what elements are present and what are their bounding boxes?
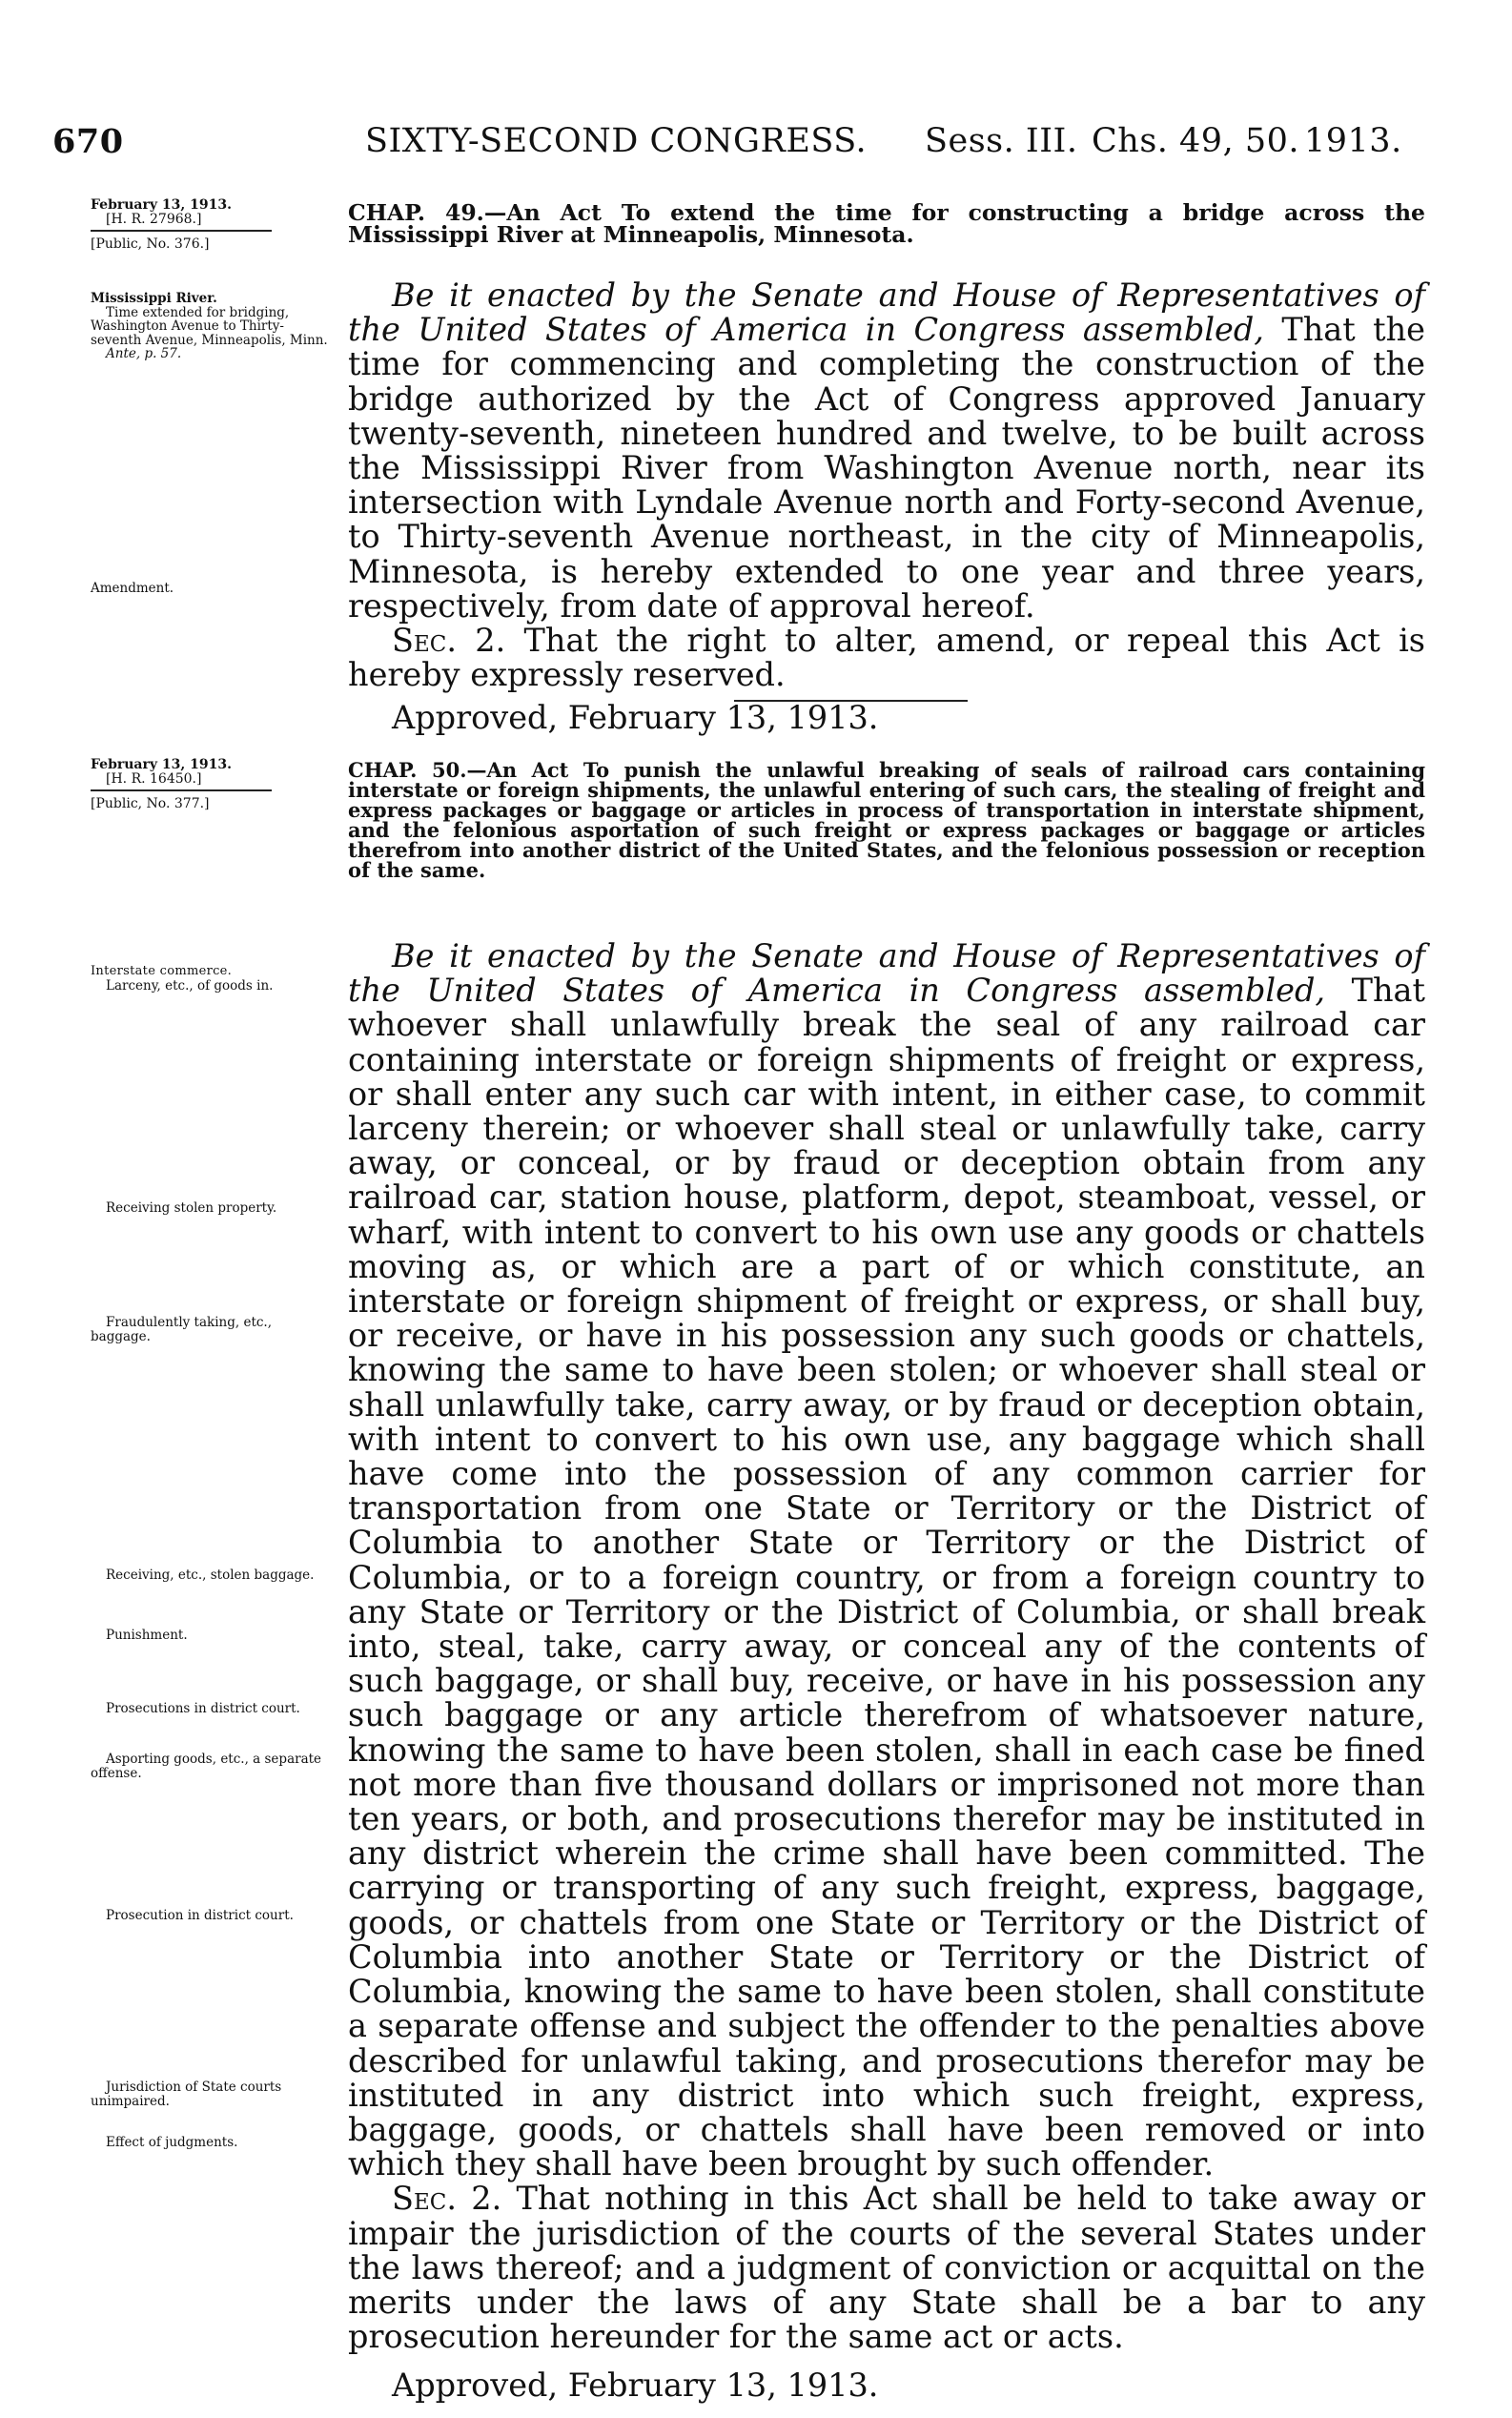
ch49-bill-number: [H. R. 27968.]: [106, 211, 202, 227]
ch50-title: —An Act To punish the unlawful breaking of seals of railroad cars containing interstate or foreign shipments, the unlawful entering of such cars, the stealing of freight and express packages or baggage or articles in process of transportation in interstate shipment, and the felonious asportation of such freight or express packages or baggage or articles therefrom into another district of the United States, and the felonious possession or reception of the same.: [348, 758, 1425, 882]
ch50-note-prosecution-block: [91, 1909, 329, 1923]
ch50-note-interstate-block: [91, 965, 329, 993]
ch49-margin-header: [91, 198, 348, 252]
ch50-chapter-number: CHAP. 50.: [348, 758, 467, 782]
ch50-approved: Approved, February 13, 1913.: [392, 2367, 879, 2405]
ch49-margin-notes: [91, 292, 334, 361]
ch49-title: —An Act To extend the time for constructing a bridge across the Mississippi River at Minneapolis, Minnesota.: [348, 199, 1425, 248]
ch50-note-receiving-block: [91, 1201, 329, 1216]
chapters-label: Chs. 49, 50.: [1092, 122, 1299, 160]
ch49-heading-text: [348, 199, 1425, 248]
ch50-section-2-text: That nothing in this Act shall be held to take away or impair the jurisdiction of the courts of the several States under the laws thereof; and a judgment of conviction or acquittal on the merits under the laws of any State shall be a bar to any prosecution hereunder for the same act or acts.: [348, 2180, 1425, 2356]
ch49-heading: [348, 199, 1425, 248]
ch50-note-interstate: Interstate commerce.: [91, 964, 233, 978]
ch50-note-judgments-block: [91, 2136, 329, 2150]
ch50-note-jurisdiction: Jurisdiction of State courts unimpaired.: [91, 2080, 282, 2109]
ch50-note-prosecution: Prosecution in district court.: [106, 1908, 294, 1923]
ch49-body: [348, 278, 1425, 736]
page-number: 670: [52, 122, 124, 161]
ch49-margin-rule: [91, 230, 272, 232]
ch49-section-2: [348, 624, 1425, 692]
ch49-margin-amendment: [91, 582, 348, 596]
ch50-note-jurisdiction-block: [91, 2080, 329, 2108]
ch50-note-judgments: Effect of judgments.: [106, 2135, 238, 2150]
ch50-note-receiving-baggage-block: [91, 1568, 329, 1583]
ch50-note-receiving-baggage: Receiving, etc., stolen baggage.: [106, 1568, 315, 1583]
ch50-section-2-label: Sec. 2.: [392, 2180, 502, 2218]
ch50-bill-number: [H. R. 16450.]: [106, 770, 202, 787]
ch50-note-fraud: Fraudulently taking, etc., baggage.: [91, 1315, 273, 1344]
ch50-note-asporting-block: [91, 1752, 329, 1780]
ch50-margin-header: [91, 758, 348, 811]
ch50-heading: [348, 760, 1425, 880]
ch49-note-ante: Ante, p. 57.: [106, 346, 182, 361]
ch49-note-time-extended: Time extended for bridging, Washington Avenue to Thirty-seventh Avenue, Minneapolis, Minn.: [91, 304, 328, 348]
ch49-section-1: [348, 278, 1425, 624]
ch49-enacting-clause: Be it enacted by the Senate and House of Representatives of the United States of America in Congress assembled,: [348, 277, 1425, 349]
ch50-note-fraud-block: [91, 1316, 329, 1343]
ch49-chapter-number: CHAP. 49.: [348, 199, 484, 226]
ch49-approved: Approved, February 13, 1913.: [392, 699, 879, 737]
chapter-divider: [734, 700, 968, 702]
ch50-section-1-text: That whoever shall unlawfully break the seal of any railroad car containing interstate or foreign shipments of freight or express, or shall enter any such car with intent, in either case, to commit larceny therein; or whoever shall steal or unlawfully take, carry away, or conceal, or by fraud or deception obtain from any railroad car, station house, platform, depot, steamboat, vessel, or wharf, with intent to convert to his own use any goods or chattels moving as, or which are a part of or which constitute, an interstate or foreign shipment of freight or express, or shall buy, or receive, or have in his possession any such goods or chattels, knowing the same to have been stolen; or whoever shall steal or shall unlawfully take, carry away, or by fraud or deception obtain, with intent to convert to his own use, any baggage which shall have come into the possession of any common carrier for transportation from one State or Territory or the District of Columbia to another State or Territory or the District of Columbia, or to a foreign country, or from a foreign country to any State or Territory or the District of Columbia, or shall break into, steal, take, carry away, or conceal any of the contents of such baggage, or shall buy, receive, or have in his possession any such baggage or any article therefrom of whatsoever nature, knowing the same to have been stolen, shall in each case be fined not more than five thousand dollars or imprisoned not more than ten years, or both, and prosecutions therefor may be instituted in any district wherein the crime shall have been committed. The carrying or transporting of any such freight, express, baggage, goods, or chattels from one State or Territory or the District of Columbia into another State or Territory or the District of Columbia, knowing the same to have been stolen, shall constitute a separate offense and subject the offender to the penalties above described for unlawful taking, and prosecutions therefor may be instituted in any district into which such freight, express, baggage, goods, or chattels shall have been removed or into which they shall have been brought by such offender.: [348, 972, 1425, 2183]
ch50-note-receiving: Receiving stolen property.: [106, 1200, 277, 1216]
ch50-body: [348, 939, 1425, 2404]
ch50-note-punishment: Punishment.: [106, 1628, 188, 1643]
ch49-section-1-text: That the time for commencing and completing the construction of the bridge authorized by the Act of Congress approved January twenty-seventh, nineteen hundred and twelve, to be built across the Mississippi River from Washington Avenue north, near its intersection with Lyndale Avenue north and Forty-second Avenue, to Thirty-seventh Avenue northeast, in the city of Minneapolis, Minnesota, is hereby extended to one year and three years, respectively, from date of approval hereof.: [348, 311, 1425, 625]
ch50-heading-text: [348, 760, 1425, 880]
ch50-note-prosecutions: Prosecutions in district court.: [106, 1701, 300, 1716]
year-label: 1913.: [1304, 122, 1402, 160]
ch50-date: February 13, 1913.: [91, 757, 232, 772]
ch49-section-2-label: Sec. 2.: [392, 622, 506, 660]
ch50-note-punishment-block: [91, 1629, 329, 1643]
ch49-public-number: [Public, No. 376.]: [91, 236, 210, 252]
ch50-section-2: [348, 2182, 1425, 2354]
session-label: Sess. III.: [925, 122, 1078, 160]
running-head: [52, 122, 1425, 170]
ch50-margin-rule: [91, 789, 272, 791]
ch49-date: February 13, 1913.: [91, 197, 232, 213]
running-title: SIXTY-SECOND CONGRESS.: [365, 122, 868, 160]
ch50-public-number: [Public, No. 377.]: [91, 796, 210, 811]
ch50-note-prosecutions-block: [91, 1702, 329, 1716]
ch50-section-1: [348, 939, 1425, 2182]
ch50-note-asporting: Asporting goods, etc., a separate offense.: [91, 1752, 322, 1781]
ch50-note-larceny: Larceny, etc., of goods in.: [106, 977, 274, 994]
ch49-note-mississippi: Mississippi River.: [91, 291, 217, 306]
ch49-section-2-text: That the right to alter, amend, or repeal this Act is hereby expressly reserved.: [348, 622, 1425, 694]
ch49-note-amendment: Amendment.: [91, 581, 174, 596]
ch50-enacting-clause: Be it enacted by the Senate and House of Representatives of the United States of America in Congress assembled,: [348, 937, 1425, 1010]
